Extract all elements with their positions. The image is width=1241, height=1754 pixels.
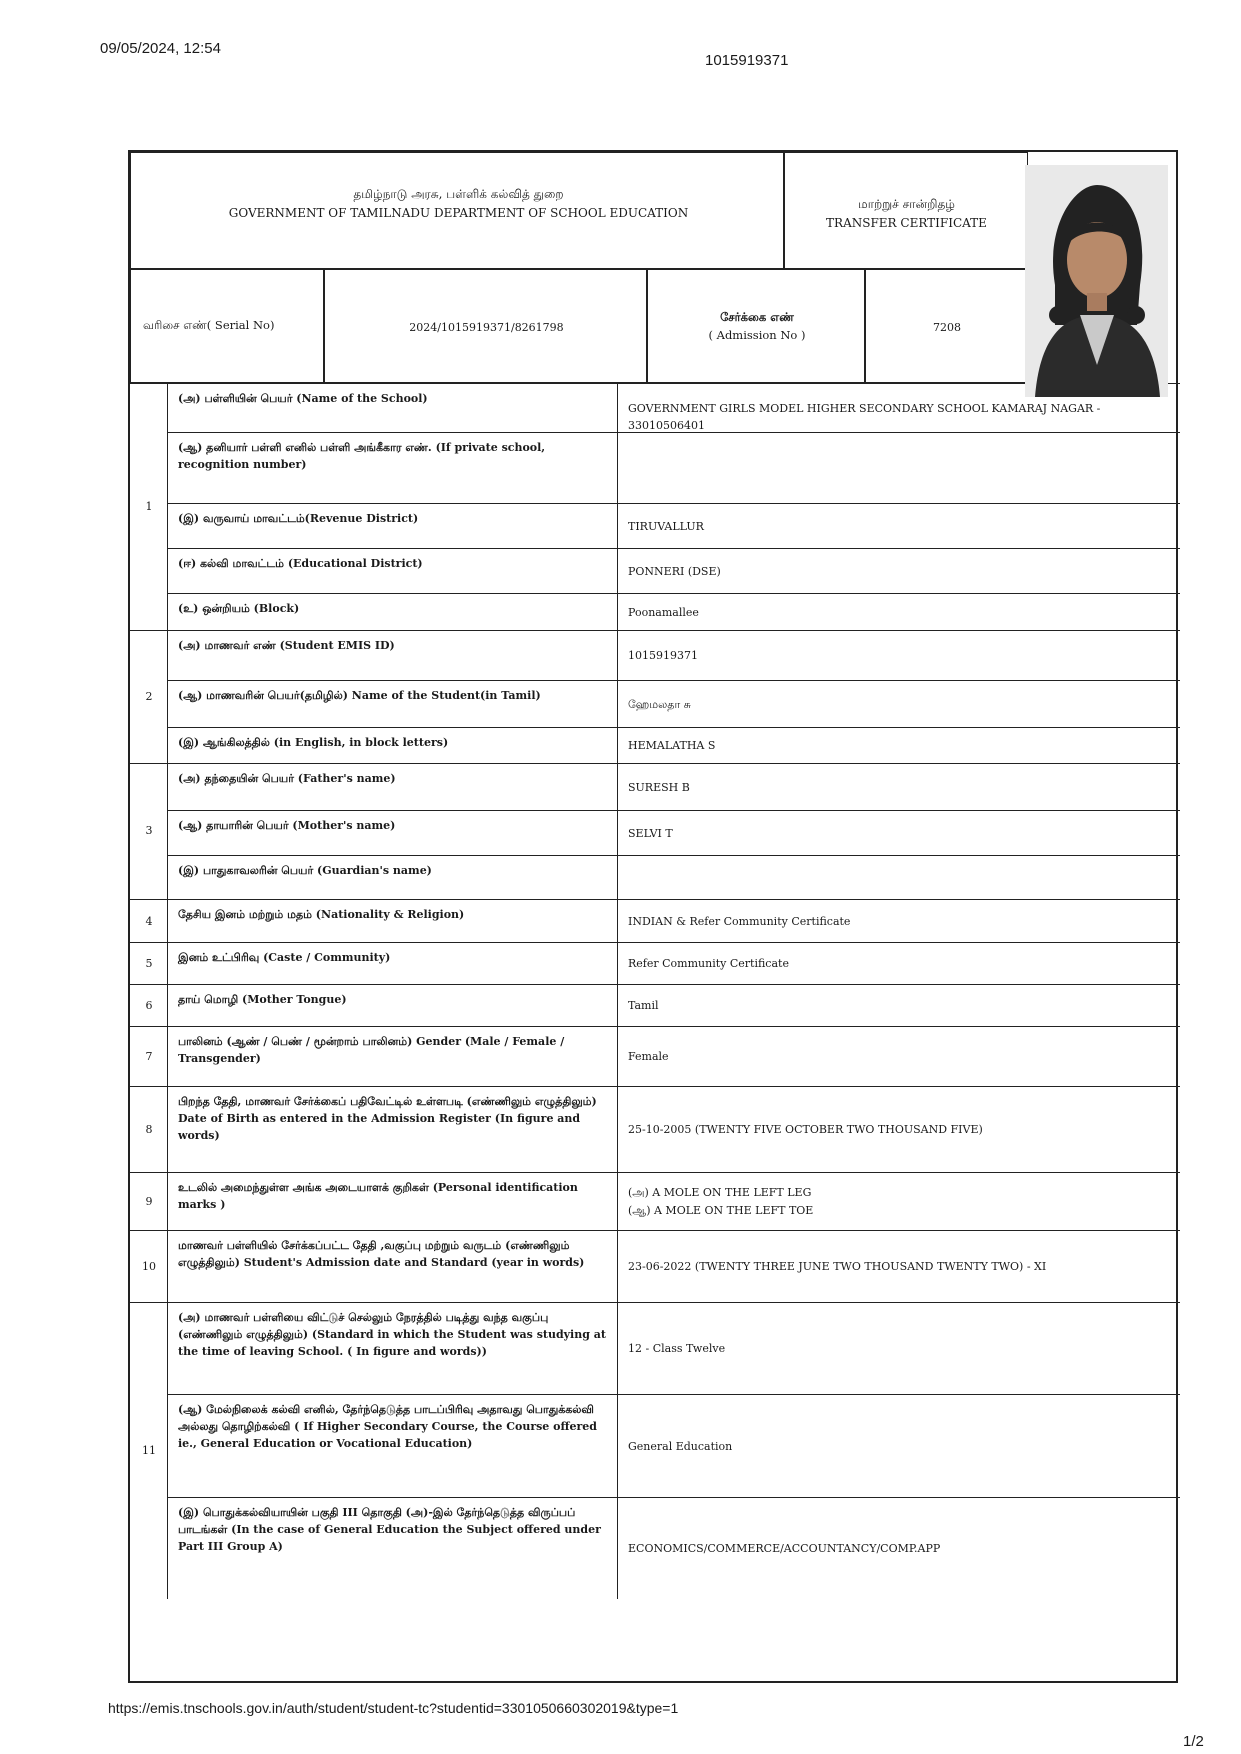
serial-label-cell	[130, 268, 325, 383]
row-number: 7	[145, 1050, 153, 1063]
row-number-cell	[130, 856, 168, 899]
row-value: Female	[628, 1050, 669, 1063]
row-number-cell	[130, 384, 168, 432]
row-value: Tamil	[628, 999, 659, 1012]
row-label: உடலில் அமைந்துள்ள அங்க அடையாளக் குறிகள் (Personal identification marks )	[178, 1181, 578, 1212]
row-label: (இ) வருவாய் மாவட்டம்(Revenue District)	[178, 512, 419, 525]
column-divider	[617, 900, 618, 942]
column-divider	[617, 764, 618, 810]
row-number-cell	[130, 594, 168, 630]
table-row	[130, 593, 1180, 630]
row-label: (அ) பள்ளியின் பெயர் (Name of the School)	[178, 392, 428, 405]
page-number: 1/2	[1183, 1733, 1204, 1750]
column-divider	[617, 1498, 618, 1599]
row-value: SELVI T	[628, 826, 673, 840]
row-value: 23-06-2022 (TWENTY THREE JUNE TWO THOUSAND TWENTY TWO) - XI	[628, 1260, 1047, 1273]
table-row	[130, 630, 1180, 680]
column-divider	[617, 594, 618, 630]
column-divider	[617, 384, 618, 432]
row-group-number: 11	[142, 1443, 156, 1457]
row-number-cell	[130, 1498, 168, 1599]
title-tamil: தமிழ்நாடு அரசு, பள்ளிக் கல்வித் துறை	[353, 187, 564, 201]
row-number-cell	[130, 728, 168, 763]
table-row	[130, 899, 1180, 942]
row-value: TIRUVALLUR	[628, 519, 704, 533]
table-row	[130, 984, 1180, 1026]
column-divider	[617, 1087, 618, 1172]
row-value: ECONOMICS/COMMERCE/ACCOUNTANCY/COMP.APP	[628, 1542, 941, 1555]
row-group-number: 3	[145, 824, 153, 837]
column-divider	[617, 631, 618, 680]
tc-box	[783, 152, 1028, 270]
row-label: (ஈ) கல்வி மாவட்டம் (Educational District)	[178, 557, 423, 570]
row-label: (ஆ) தாயாரின் பெயர் (Mother's name)	[178, 819, 396, 832]
column-divider	[617, 1027, 618, 1086]
table-row	[130, 1172, 1180, 1230]
column-divider	[617, 1395, 618, 1497]
table-row	[130, 855, 1180, 899]
row-label: (ஆ) மாணவரின் பெயர்(தமிழில்) Name of the Student(in Tamil)	[178, 689, 541, 702]
row-label: மாணவர் பள்ளியில் சேர்க்கப்பட்ட தேதி ,வகுப்பு மற்றும் வருடம் (எண்ணிலும் எழுத்திலும்) Student's Admission date and Standard (year in words)	[178, 1239, 585, 1270]
column-divider	[617, 811, 618, 855]
row-value: Poonamallee	[628, 605, 699, 619]
table-row	[130, 763, 1180, 810]
group-cover	[130, 679, 167, 682]
group-cover	[130, 431, 167, 434]
column-divider	[617, 1173, 618, 1230]
student-photo	[1025, 165, 1168, 397]
row-label: (இ) பொதுக்கல்வியாயின் பகுதி III தொகுதி (அ)-இல் தேர்ந்தெடுத்த விருப்பப் பாடங்கள் (In the case of General Education the Subject offered under Part III Group A)	[178, 1506, 601, 1554]
column-divider	[617, 681, 618, 727]
admission-label-english: ( Admission No )	[708, 327, 806, 342]
column-divider	[617, 985, 618, 1026]
row-number: 6	[145, 999, 153, 1012]
table-row	[130, 383, 1180, 432]
row-value: HEMALATHA S	[628, 739, 716, 752]
serial-value: 2024/1015919371/8261798	[409, 321, 564, 334]
table-row	[130, 727, 1180, 763]
row-number-cell	[130, 1303, 168, 1394]
row-label: பிறந்த தேதி, மாணவர் சேர்க்கைப் பதிவேட்டில் உள்ளபடி (எண்ணிலும் எழுத்திலும்) Date of Birth as entered in the Admission Register (In figure and words)	[178, 1095, 597, 1143]
group-cover	[130, 809, 167, 812]
admission-value: 7208	[933, 321, 961, 334]
group-cover	[130, 547, 167, 550]
column-divider	[617, 549, 618, 593]
row-number: 10	[142, 1260, 156, 1273]
column-divider	[617, 856, 618, 899]
print-timestamp: 09/05/2024, 12:54	[100, 40, 221, 57]
column-divider	[617, 504, 618, 548]
serial-label: வரிசை எண்( Serial No)	[143, 318, 275, 332]
table-row	[130, 1086, 1180, 1172]
table-row	[130, 1497, 1180, 1599]
group-cover	[130, 1393, 167, 1396]
column-divider	[617, 1231, 618, 1302]
row-value: 25-10-2005 (TWENTY FIVE OCTOBER TWO THOUSAND FIVE)	[628, 1123, 983, 1136]
table-row	[130, 680, 1180, 727]
tc-title-tamil: மாற்றுச் சான்றிதழ்	[858, 197, 955, 211]
row-label: தேசிய இனம் மற்றும் மதம் (Nationality & Religion)	[178, 908, 465, 921]
group-cover	[130, 854, 167, 857]
row-number: 8	[145, 1123, 153, 1136]
footer-url[interactable]: https://emis.tnschools.gov.in/auth/student/student-tc?studentid=3301050660302019&type=1	[108, 1700, 679, 1716]
table-row	[130, 548, 1180, 593]
row-label: (ஆ) தனியார் பள்ளி எனில் பள்ளி அங்கீகார எண். (If private school, recognition number)	[178, 441, 546, 472]
column-divider	[617, 943, 618, 984]
admission-label-cell	[646, 268, 866, 383]
row-value: 12 - Class Twelve	[628, 1342, 726, 1355]
row-value: Refer Community Certificate	[628, 957, 789, 970]
title-english: GOVERNMENT OF TAMILNADU DEPARTMENT OF SCHOOL EDUCATION	[228, 206, 689, 221]
row-label: (ஆ) மேல்நிலைக் கல்வி எனில், தேர்ந்தெடுத்த பாடப்பிரிவு அதாவது பொதுக்கல்வி அல்லது தொழிற்கல்வி ( If Higher Secondary Course, the Course offered ie., General Education or Vocational Education)	[178, 1403, 597, 1451]
row-value: General Education	[628, 1439, 733, 1453]
row-number-cell	[130, 764, 168, 810]
row-group-number: 1	[145, 499, 153, 513]
column-divider	[617, 728, 618, 763]
column-divider	[617, 1303, 618, 1394]
table-row	[130, 1230, 1180, 1302]
row-label: (அ) மாணவர் எண் (Student EMIS ID)	[178, 639, 395, 652]
row-label: (அ) மாணவர் பள்ளியை விட்டுச் செல்லும் நேரத்தில் படித்து வந்த வகுப்பு (எண்ணிலும் எழுத்திலும்) (Standard in which the Student was studying at the time of leaving School. ( In figure and words))	[178, 1311, 606, 1359]
row-value: 1015919371	[628, 649, 698, 662]
group-cover	[130, 1496, 167, 1499]
title-box	[130, 152, 785, 270]
group-cover	[130, 592, 167, 595]
row-label: (இ) பாதுகாவலரின் பெயர் (Guardian's name)	[178, 864, 432, 877]
row-value: GOVERNMENT GIRLS MODEL HIGHER SECONDARY SCHOOL KAMARAJ NAGAR - 33010506401	[628, 401, 1101, 432]
group-cover	[130, 726, 167, 729]
row-number-cell	[130, 631, 168, 680]
row-label: (உ) ஒன்றியம் (Block)	[178, 602, 300, 615]
row-group-number: 2	[145, 689, 153, 703]
row-number-cell	[130, 433, 168, 503]
row-label: (இ) ஆங்கிலத்தில் (in English, in block letters)	[178, 736, 449, 749]
row-label: பாலினம் (ஆண் / பெண் / மூன்றாம் பாலினம்) Gender (Male / Female / Transgender)	[178, 1035, 565, 1066]
table-row	[130, 1394, 1180, 1497]
admission-label-tamil: சேர்க்கை எண்	[720, 310, 794, 324]
row-value: ஹேமலதா சு	[628, 697, 691, 711]
row-number: 4	[145, 914, 153, 928]
table-row	[130, 503, 1180, 548]
table-row	[130, 942, 1180, 984]
row-value: INDIAN & Refer Community Certificate	[628, 914, 851, 928]
row-value: SURESH B	[628, 780, 690, 794]
table-row	[130, 1026, 1180, 1086]
tc-title-english: TRANSFER CERTIFICATE	[826, 216, 987, 231]
row-label: தாய் மொழி (Mother Tongue)	[178, 993, 347, 1006]
row-number: 5	[145, 957, 153, 970]
student-photo-icon	[1025, 165, 1168, 397]
admission-value-cell	[864, 268, 1028, 383]
table-row	[130, 1302, 1180, 1394]
row-label: (அ) தந்தையின் பெயர் (Father's name)	[178, 772, 396, 785]
column-divider	[617, 433, 618, 503]
row-number: 9	[145, 1195, 153, 1208]
table-row	[130, 810, 1180, 855]
row-number-cell	[130, 549, 168, 593]
serial-value-cell	[323, 268, 648, 383]
row-value: (அ) A MOLE ON THE LEFT LEG	[628, 1186, 812, 1199]
row-value-secondary: (ஆ) A MOLE ON THE LEFT TOE	[628, 1204, 814, 1217]
row-value: PONNERI (DSE)	[628, 564, 721, 578]
row-label: இனம் உட்பிரிவு (Caste / Community)	[178, 951, 391, 964]
certificate-frame	[128, 150, 1178, 1683]
table-row	[130, 432, 1180, 503]
document-number: 1015919371	[705, 52, 789, 69]
